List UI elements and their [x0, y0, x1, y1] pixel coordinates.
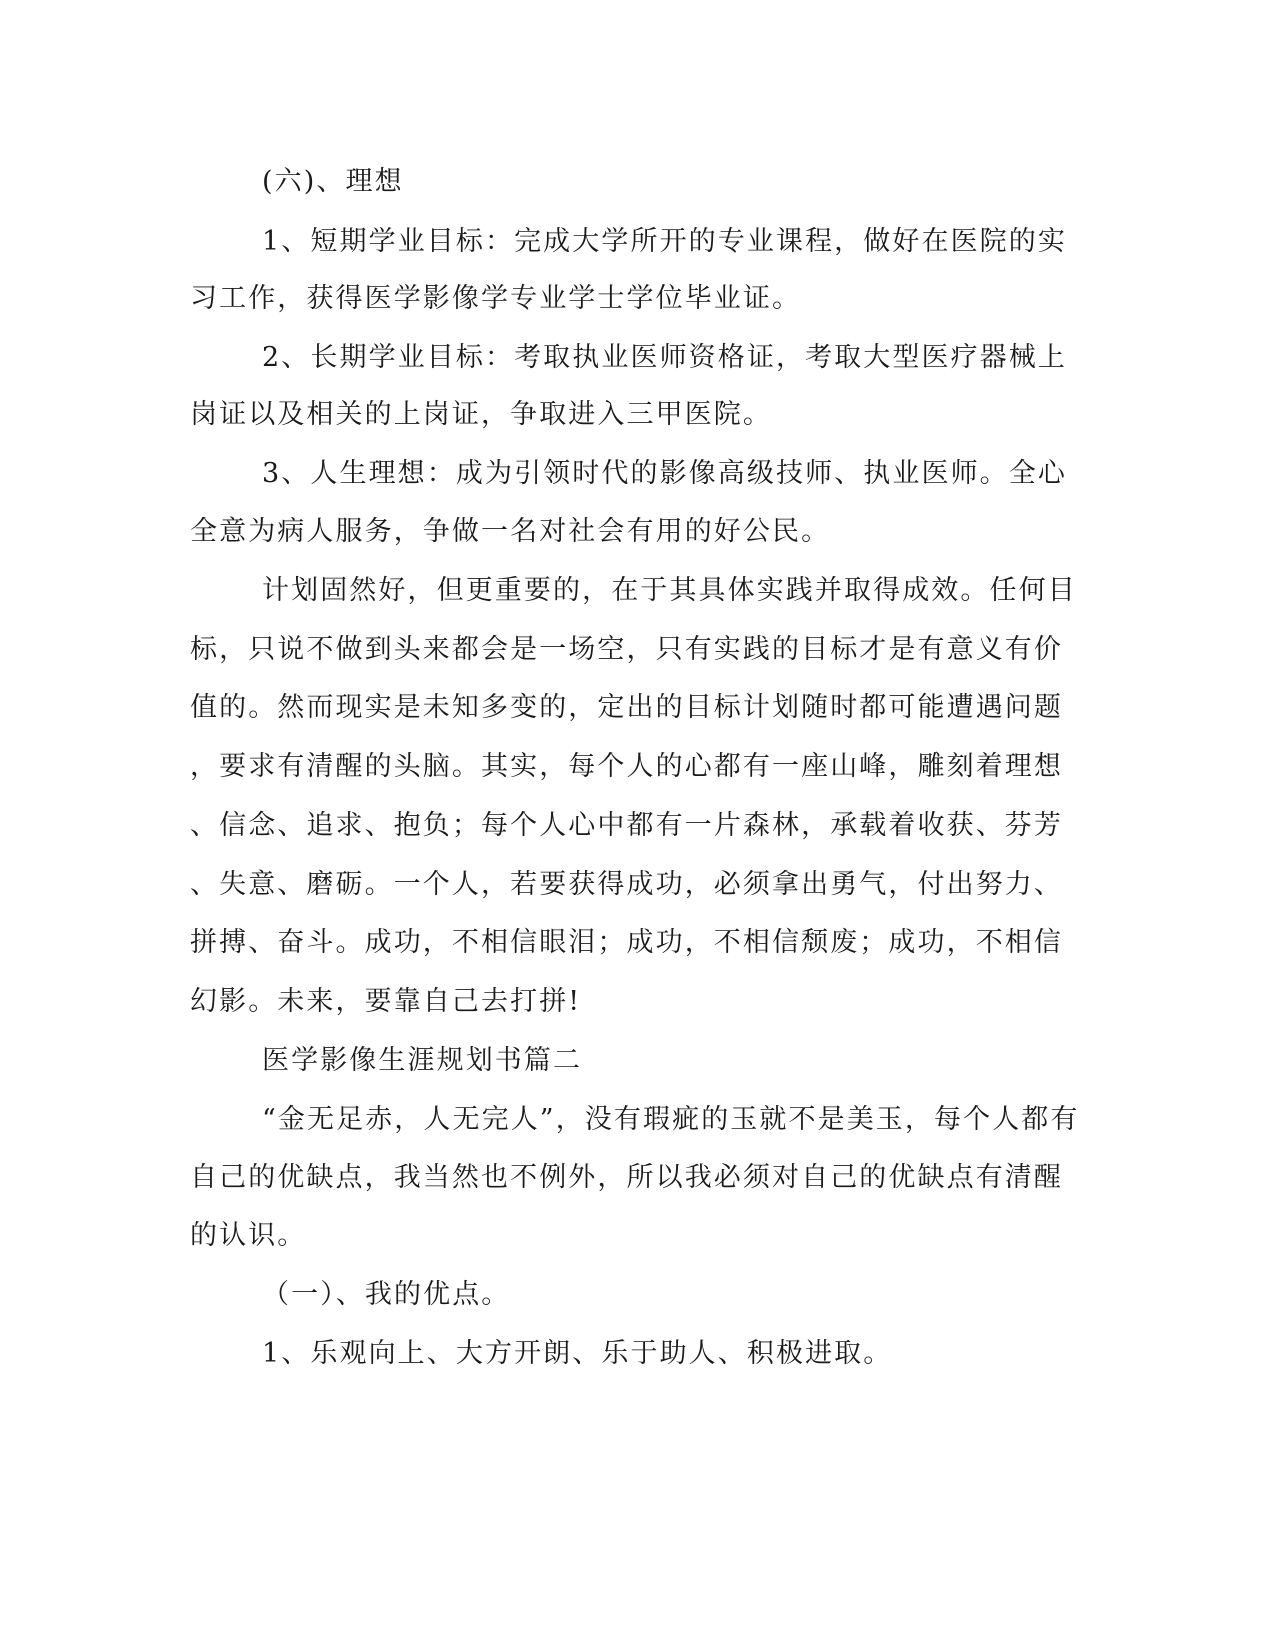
- paragraph-line: 值的。然而现实是未知多变的，定出的目标计划随时都可能遭遇问题: [190, 692, 1063, 723]
- paragraph-line: 、信念、追求、抱负；每个人心中都有一片森林，承载着收获、芬芳: [190, 810, 1063, 841]
- paragraph-line: 拼搏、奋斗。成功，不相信眼泪；成功，不相信颓废；成功，不相信: [190, 927, 1063, 958]
- paragraph-line: 3、人生理想：成为引领时代的影像高级技师、执业医师。全心: [262, 458, 1067, 489]
- paragraph-line: “金无足赤，人无完人”，没有瑕疵的玉就不是美玉，每个人都有: [262, 1104, 1080, 1135]
- list-item: 1、乐观向上、大方开朗、乐于助人、积极进取。: [262, 1338, 893, 1369]
- paragraph-line: 幻影。未来，要靠自己去打拼!: [190, 986, 582, 1017]
- paragraph-line: 2、长期学业目标：考取执业医师资格证，考取大型医疗器械上: [262, 342, 1067, 373]
- paragraph-line: 的认识。: [190, 1220, 307, 1251]
- section-heading-strengths: （一）、我的优点。: [262, 1279, 511, 1310]
- paragraph-line: 1、短期学业目标：完成大学所开的专业课程，做好在医院的实: [262, 226, 1067, 257]
- paragraph-line: 全意为病人服务，争做一名对社会有用的好公民。: [190, 516, 831, 547]
- paragraph-line: 、失意、磨砺。一个人，若要获得成功，必须拿出勇气，付出努力、: [190, 869, 1063, 900]
- paragraph-line: 计划固然好，但更重要的，在于其具体实践并取得成效。任何目: [262, 575, 1077, 606]
- paragraph-line: ，要求有清醒的头脑。其实，每个人的心都有一座山峰，雕刻着理想: [190, 751, 1063, 782]
- paragraph-line: 岗证以及相关的上岗证，争取进入三甲医院。: [190, 399, 772, 430]
- paragraph-line: 习工作，获得医学影像学专业学士学位毕业证。: [190, 283, 802, 314]
- paragraph-line: 标，只说不做到头来都会是一场空，只有实践的目标才是有意义有价: [190, 634, 1063, 665]
- section-title-part-two: 医学影像生涯规划书篇二: [262, 1045, 583, 1076]
- paragraph-line: 自己的优缺点，我当然也不例外，所以我必须对自己的优缺点有清醒: [190, 1162, 1063, 1193]
- section-heading-ideals: (六)、理想: [262, 166, 404, 197]
